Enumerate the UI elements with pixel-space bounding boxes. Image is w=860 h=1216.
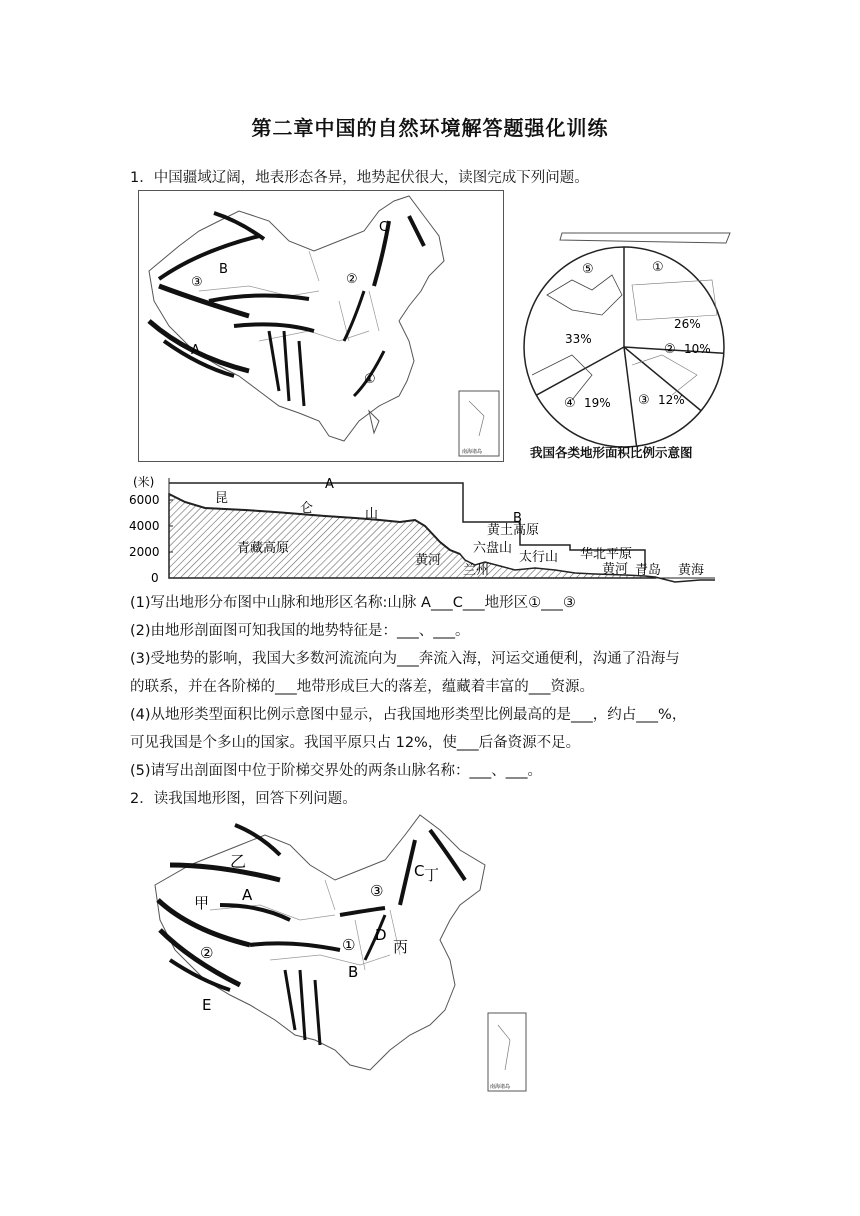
label-ding: 丁 — [424, 866, 440, 884]
label-E: E — [202, 996, 212, 1014]
ytick-0: 0 — [151, 571, 159, 585]
question-1-sub-1: (1)写出地形分布图中山脉和地形区名称:山脉 A___C___地形区①___③ — [130, 595, 576, 611]
label-yellow-river-2: 黄河 — [602, 562, 629, 577]
question-1-sub-2: (2)由地形剖面图可知我国的地势特征是：___、___。 — [130, 623, 470, 639]
label-region-3: ③ — [370, 882, 384, 900]
label-B: B — [348, 963, 359, 981]
terrain-profile-chart — [125, 470, 725, 585]
label-yellow-river-1: 黄河 — [415, 553, 442, 568]
label-D: D — [375, 926, 387, 944]
label-jia: 甲 — [194, 894, 210, 912]
pie-label-2-pct: 10% — [684, 342, 711, 356]
label-taihang-mountain: 太行山 — [519, 550, 559, 565]
label-north-china-plain: 华北平原 — [580, 547, 633, 562]
label-lun: 仑 — [300, 501, 314, 516]
profile-label-B: B — [513, 511, 522, 526]
label-region-2: ② — [346, 272, 358, 287]
landform-pie-figure — [512, 225, 734, 465]
label-lanzhou: 兰州 — [463, 563, 490, 578]
label-liupan-mountain: 六盘山 — [473, 541, 513, 556]
pie-label-1-id: ① — [652, 260, 664, 275]
question-1-sub-3b: 的联系，并在各阶梯的___地带形成巨大的落差，蕴藏着丰富的___资源。 — [130, 679, 594, 695]
question-1-sub-5: (5)请写出剖面图中位于阶梯交界处的两条山脉名称：___、___。 — [130, 763, 543, 779]
inset-label-2: 南海诸岛 — [490, 1084, 511, 1090]
label-C: C — [379, 220, 389, 235]
landform-pie-chart — [512, 225, 734, 465]
pie-label-4-id: ④ — [564, 396, 576, 411]
question-1-sub-4a: (4)从地形类型面积比例示意图中显示，占我国地形类型比例最高的是___，约占___%， — [130, 707, 687, 723]
ytick-4000: 4000 — [129, 519, 160, 533]
question-2-stem: 2．读我国地形图，回答下列问题。 — [130, 791, 357, 807]
label-A: A — [191, 343, 200, 358]
label-yellow-sea: 黄海 — [678, 563, 705, 578]
pie-label-4-pct: 19% — [584, 396, 611, 410]
question-1-stem: 1．中国疆域辽阔，地表形态各异，地势起伏很大，读图完成下列问题。 — [130, 170, 589, 186]
china-terrain-map-1 — [138, 190, 504, 462]
china-outline-map — [139, 191, 503, 461]
pie-label-1-pct: 26% — [674, 317, 701, 331]
pie-label-5-pct: 33% — [565, 332, 592, 346]
label-C: C — [414, 862, 425, 880]
ytick-2000: 2000 — [129, 545, 160, 559]
label-bing: 丙 — [393, 938, 409, 956]
pie-label-3-pct: 12% — [658, 393, 685, 407]
inset-label: 南海诸岛 — [462, 449, 483, 455]
label-kun: 昆 — [215, 491, 229, 506]
china-outline-map-2 — [150, 810, 530, 1100]
pie-label-3-id: ③ — [638, 393, 650, 408]
question-1-sub-3a: (3)受地势的影响，我国大多数河流流向为___奔流入海，河运交通便利，沟通了沿海与 — [130, 651, 680, 667]
label-yi: 乙 — [230, 852, 247, 871]
question-1-sub-4b: 可见我国是个多山的国家。我国平原只占 12%，使___后备资源不足。 — [130, 735, 581, 751]
label-qingdao: 青岛 — [635, 563, 662, 578]
label-region-3: ③ — [191, 275, 203, 290]
pie-label-5-id: ⑤ — [582, 262, 594, 277]
ytick-6000: 6000 — [129, 493, 160, 507]
page-title: 第二章中国的自然环境解答题强化训练 — [251, 116, 609, 140]
profile-unit: (米) — [133, 475, 155, 489]
china-terrain-map-2 — [150, 810, 530, 1100]
label-region-2: ② — [200, 944, 214, 962]
label-region-1: ① — [364, 372, 376, 387]
label-qinghai-tibet-plateau: 青藏高原 — [237, 541, 290, 556]
label-A: A — [242, 886, 253, 904]
label-region-1: ① — [342, 936, 356, 954]
pie-caption: 我国各类地形面积比例示意图 — [530, 445, 693, 460]
pie-label-2-id: ② — [664, 342, 676, 357]
label-B: B — [219, 262, 228, 277]
terrain-profile — [125, 470, 725, 585]
label-shan: 山 — [365, 507, 379, 522]
profile-label-A: A — [325, 477, 334, 492]
label-loess-plateau: 黄土高原 — [487, 523, 540, 538]
